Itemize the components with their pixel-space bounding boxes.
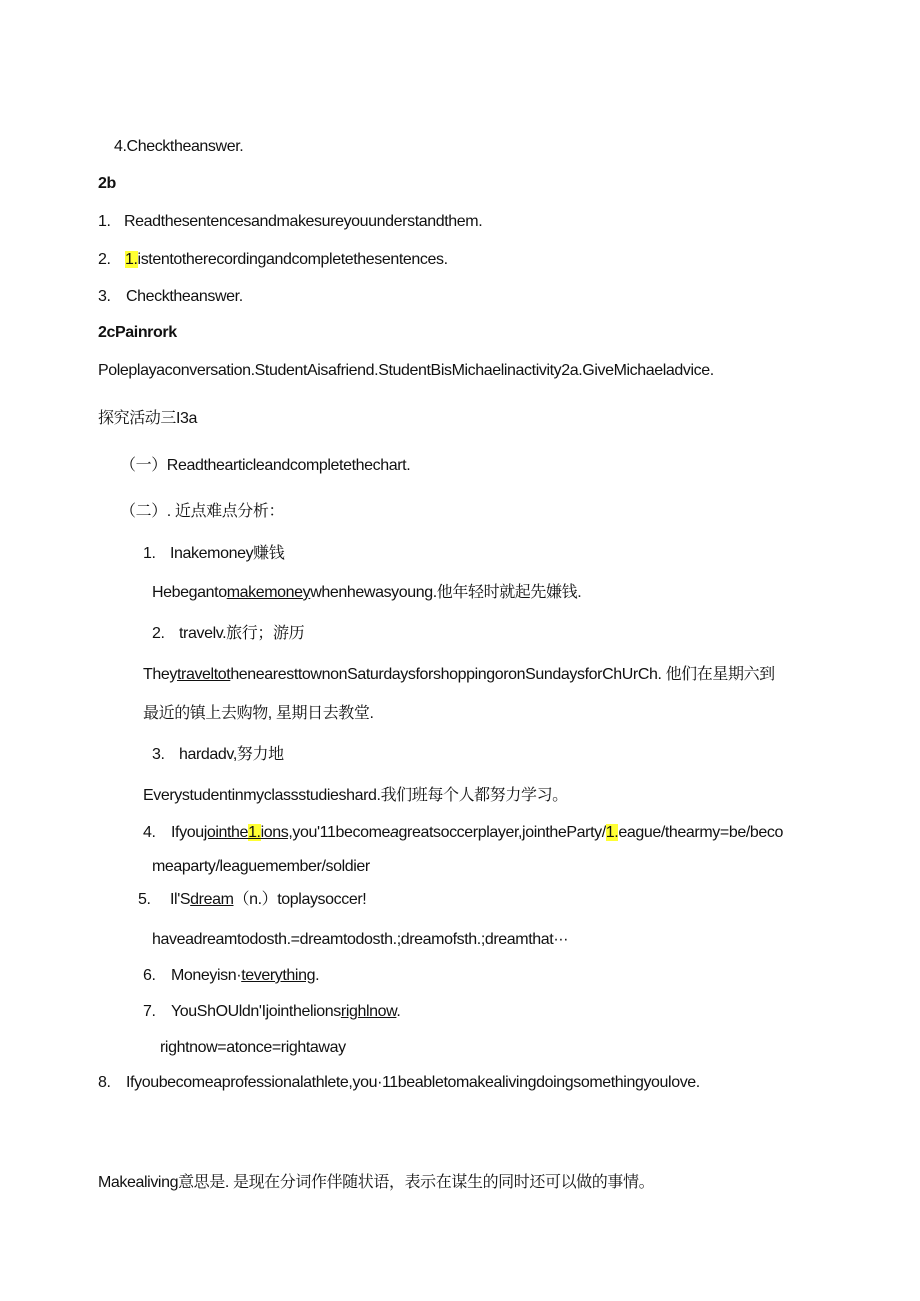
point-2-heading (152, 624, 304, 644)
point-1-example (152, 583, 581, 603)
part-1-instruction: （一）Readthearticleandcompletethechart. (120, 457, 411, 474)
point-7-underlined: righlnow (340, 1003, 397, 1020)
point-5-underlined: dream (190, 891, 234, 908)
point-7-end: . (396, 1003, 401, 1020)
2b-item-3 (98, 287, 243, 307)
point-5-example: haveadreamtodosth.=dreamtodosth.;dreamofsth.;dreamthat··· (152, 931, 569, 948)
point-3-phrase: hardadv,努力地 (179, 746, 284, 763)
point-4-underlined-2: ions, (260, 824, 293, 841)
point-4-line-2: meaparty/leaguemember/soldier (152, 858, 370, 875)
point-1-number: 1. (143, 545, 156, 562)
point-1-example-end: whenhewasyoung.他年轻时就起先嫌钱. (310, 584, 582, 601)
point-7-example: rightnow=atonce=rightaway (160, 1039, 346, 1056)
point-8 (98, 1073, 700, 1093)
point-7-start: YouShOUldn'Ijointhelions (171, 1003, 341, 1020)
point-8-number: 8. (98, 1074, 111, 1091)
point-2-example-start: They (143, 666, 177, 683)
point-7-number: 7. (143, 1003, 156, 1020)
point-4-article: a (390, 824, 399, 841)
point-4-highlight-1: 1. (248, 824, 261, 841)
2b-item-2 (98, 250, 448, 270)
point-5-number: 5. (138, 891, 151, 908)
2b-item-2-highlight: 1. (125, 251, 138, 268)
point-6-heading (143, 966, 319, 986)
point-2-example-continued: 最近的镇上去购物, 星期日去教堂. (143, 705, 374, 722)
point-2-example-end: henearesttownonSaturdaysforshoppingoronSundaysforChUrCh. 他们在星期六到 (230, 666, 775, 683)
2b-item-2-text: istentotherecordingandcompletethesentences. (137, 251, 448, 268)
2b-item-3-text: Checktheanswer. (126, 288, 243, 305)
point-4-line-1 (143, 823, 783, 843)
2b-item-1 (98, 212, 482, 232)
point-4-highlight-2: 1. (605, 824, 619, 841)
point-6-underlined: teverything (241, 967, 316, 984)
part-2-heading: （二）. 近点难点分析： (120, 503, 285, 520)
point-2-phrase: travelv.旅行；游历 (179, 625, 305, 642)
point-1-heading (143, 544, 284, 564)
point-5-end: （n.）toplaysoccer! (233, 891, 367, 908)
point-6-start: Moneyisn· (171, 967, 242, 984)
point-3-example: Everystudentinmyclassstudieshard.我们班每个人都努力学习。 (143, 787, 568, 804)
point-2-number: 2. (152, 625, 165, 642)
point-8-text: Ifyoubecomeaprofessionalathlete,you·11beabletomakealivingdoingsomethingyoulove. (126, 1074, 700, 1091)
activity-3-title: 探究活动三I3a (98, 410, 198, 427)
2b-item-3-number: 3. (98, 288, 111, 305)
point-5-start: Il'S (170, 891, 191, 908)
2b-item-1-text: Readthesentencesandmakesureyouunderstandthem. (124, 213, 483, 230)
point-4-underlined-1: jointhe (203, 824, 249, 841)
section-2b-heading: 2b (98, 175, 116, 192)
2b-item-2-number: 2. (98, 251, 111, 268)
point-2-example-underlined: traveltot (176, 666, 231, 683)
point-2-example (143, 665, 775, 685)
point-6-number: 6. (143, 967, 156, 984)
point-6-end: . (315, 967, 320, 984)
point-4-number: 4. (143, 824, 156, 841)
point-4-middle-2: greatsoccerplayer,jointheParty/ (398, 824, 606, 841)
point-3-heading (152, 745, 284, 765)
bottom-note: Makealiving意思是. 是现在分词作伴随状语，表示在谋生的同时还可以做的事情。 (98, 1174, 655, 1191)
point-1-example-underlined: makemoney (226, 584, 311, 601)
point-1-example-start: Hebeganto (152, 584, 227, 601)
point-4-middle: you'11become (292, 824, 391, 841)
section-2c-heading: 2cPainrork (98, 324, 177, 341)
point-4-start: Ifyou (171, 824, 204, 841)
point-5-heading (138, 890, 366, 910)
section-2c-instruction: Poleplayaconversation.StudentAisafriend.StudentBisMichaelinactivity2a.GiveMichaeladvice. (98, 362, 714, 379)
step-4-check-answer: 4.Checktheanswer. (114, 138, 244, 155)
point-3-number: 3. (152, 746, 165, 763)
point-4-end: eague/thearmy=be/beco (618, 824, 783, 841)
2b-item-1-number: 1. (98, 213, 111, 230)
point-1-phrase: Inakemoney赚钱 (170, 545, 285, 562)
point-7-heading (143, 1002, 400, 1022)
